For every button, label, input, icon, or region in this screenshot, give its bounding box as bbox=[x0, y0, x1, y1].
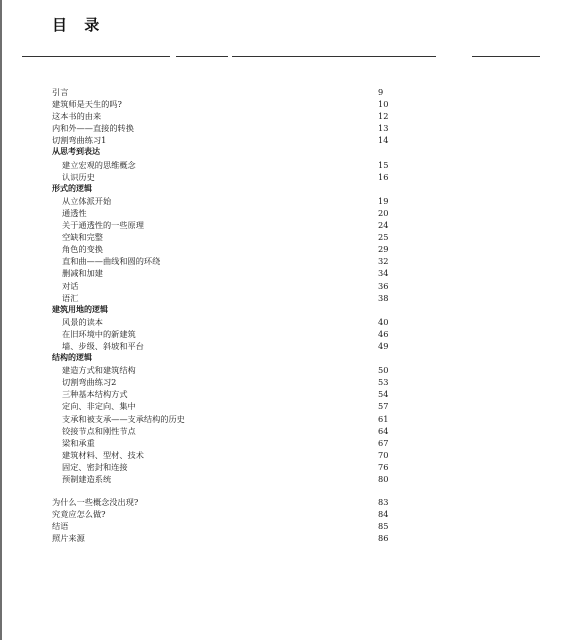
toc-page-number: 19 bbox=[378, 195, 389, 206]
toc-entry[interactable] bbox=[52, 316, 392, 328]
toc-entry[interactable] bbox=[52, 461, 392, 473]
toc-entry-title: 直和曲——曲线和圆的环绕 bbox=[62, 256, 161, 267]
toc-page-number: 14 bbox=[378, 135, 389, 146]
toc-entry-title: 空缺和完整 bbox=[62, 232, 103, 243]
toc-entry[interactable] bbox=[52, 340, 392, 352]
toc-page-number: 76 bbox=[378, 461, 389, 472]
toc-page-number: 54 bbox=[378, 389, 389, 400]
toc-entry-title: 墙、步级、斜坡和平台 bbox=[62, 340, 144, 351]
toc-entry-title: 定向、非定向、集中 bbox=[62, 401, 136, 412]
toc-page-number: 10 bbox=[378, 99, 389, 110]
toc-entry[interactable] bbox=[52, 243, 392, 255]
page-edge bbox=[0, 0, 2, 640]
toc-page-number: 49 bbox=[378, 340, 389, 351]
toc-entry[interactable] bbox=[52, 292, 392, 304]
toc-page-number: 57 bbox=[378, 401, 389, 412]
table-of-contents bbox=[52, 86, 392, 544]
toc-entry[interactable] bbox=[52, 425, 392, 437]
toc-section-heading[interactable] bbox=[52, 304, 392, 316]
toc-entry-title: 内和外——直接的转换 bbox=[52, 123, 134, 134]
toc-page-number: 29 bbox=[378, 244, 389, 255]
rule-gap bbox=[436, 54, 472, 58]
toc-entry-title: 删减和加建 bbox=[62, 268, 103, 279]
toc-entry-title: 切割弯曲练习1 bbox=[52, 135, 107, 146]
toc-entry-title: 建立宏观的思维概念 bbox=[62, 159, 136, 170]
toc-entry[interactable] bbox=[52, 473, 392, 485]
toc-page-number: 64 bbox=[378, 425, 389, 436]
toc-page-number: 50 bbox=[378, 365, 389, 376]
toc-page-number: 38 bbox=[378, 292, 389, 303]
toc-entry-title: 究竟应怎么做? bbox=[52, 509, 106, 520]
toc-entry-title: 从立体派开始 bbox=[62, 195, 112, 206]
toc-entry[interactable] bbox=[52, 496, 392, 508]
toc-entry[interactable] bbox=[52, 110, 392, 122]
toc-page-number: 83 bbox=[378, 497, 389, 508]
toc-entry-title: 切割弯曲练习2 bbox=[62, 377, 117, 388]
toc-entry[interactable] bbox=[52, 171, 392, 183]
toc-entry-title: 预制建造系统 bbox=[62, 474, 112, 484]
toc-entry-title: 这本书的由来 bbox=[52, 111, 102, 122]
toc-page-number: 24 bbox=[378, 220, 389, 231]
toc-entry[interactable] bbox=[52, 134, 392, 146]
toc-section-heading[interactable] bbox=[52, 352, 392, 364]
toc-page-number: 70 bbox=[378, 449, 389, 460]
toc-entry-title: 从思考到表达 bbox=[52, 147, 100, 157]
toc-entry[interactable] bbox=[52, 280, 392, 292]
rule-gap bbox=[228, 54, 232, 58]
toc-entry[interactable] bbox=[52, 207, 392, 219]
toc-entry[interactable] bbox=[52, 437, 392, 449]
toc-entry-title: 梁和承重 bbox=[62, 437, 95, 448]
rule-gap bbox=[170, 54, 176, 58]
toc-entry-title: 三种基本结构方式 bbox=[62, 389, 128, 400]
toc-entry[interactable] bbox=[52, 159, 392, 171]
toc-page-number: 86 bbox=[378, 533, 389, 544]
toc-page-number: 34 bbox=[378, 268, 389, 279]
toc-entry[interactable] bbox=[52, 388, 392, 400]
toc-entry-title: 建筑用地的逻辑 bbox=[52, 304, 108, 314]
toc-page-number: 16 bbox=[378, 171, 389, 182]
toc-entry-title: 通透性 bbox=[62, 207, 87, 218]
toc-entry-title: 固定、密封和连接 bbox=[62, 461, 128, 472]
toc-page-number: 84 bbox=[378, 509, 389, 520]
toc-entry-title: 角色的变换 bbox=[62, 244, 103, 255]
toc-page-number: 80 bbox=[378, 474, 389, 484]
toc-page-number: 67 bbox=[378, 437, 389, 448]
toc-page-number: 53 bbox=[378, 377, 389, 388]
toc-entry[interactable] bbox=[52, 219, 392, 231]
toc-entry-title: 建筑材料、型材、技术 bbox=[62, 449, 144, 460]
toc-page-number: 36 bbox=[378, 280, 389, 291]
toc-page-number: 13 bbox=[378, 123, 389, 134]
toc-entry[interactable] bbox=[52, 328, 392, 340]
toc-entry-title: 关于通透性的一些原理 bbox=[62, 220, 144, 231]
toc-entry-title: 认识历史 bbox=[62, 171, 95, 182]
toc-entry-title: 建造方式和建筑结构 bbox=[62, 365, 136, 376]
toc-entry-title: 对话 bbox=[62, 280, 79, 291]
toc-entry-title: 形式的逻辑 bbox=[52, 183, 92, 193]
toc-section-heading[interactable] bbox=[52, 146, 392, 158]
toc-section-heading[interactable] bbox=[52, 183, 392, 195]
toc-page-number: 40 bbox=[378, 316, 389, 327]
toc-entry-title: 铰接节点和刚性节点 bbox=[62, 425, 136, 436]
toc-page-number: 32 bbox=[378, 256, 389, 267]
toc-entry[interactable] bbox=[52, 400, 392, 412]
toc-page-number: 61 bbox=[378, 413, 389, 424]
toc-entry-title: 结构的逻辑 bbox=[52, 353, 92, 363]
toc-entry-title: 风景的读本 bbox=[62, 316, 103, 327]
toc-entry[interactable] bbox=[52, 231, 392, 243]
toc-entry-title: 照片来源 bbox=[52, 533, 85, 544]
toc-entry[interactable] bbox=[52, 122, 392, 134]
toc-page-number: 25 bbox=[378, 232, 389, 243]
toc-entry[interactable] bbox=[52, 376, 392, 388]
toc-entry[interactable] bbox=[52, 86, 392, 98]
page-title: 目 录 bbox=[52, 16, 106, 34]
toc-page-number: 15 bbox=[378, 159, 389, 170]
toc-entry[interactable] bbox=[52, 364, 392, 376]
toc-entry-title: 在旧环境中的新建筑 bbox=[62, 328, 136, 339]
toc-page-number: 9 bbox=[378, 87, 384, 97]
toc-page-number: 20 bbox=[378, 207, 389, 218]
toc-entry[interactable] bbox=[52, 195, 392, 207]
toc-entry[interactable] bbox=[52, 520, 392, 532]
toc-entry[interactable] bbox=[52, 508, 392, 520]
toc-entry-title: 结语 bbox=[52, 521, 69, 532]
toc-page-number: 12 bbox=[378, 111, 389, 122]
toc-entry[interactable] bbox=[52, 449, 392, 461]
toc-entry[interactable] bbox=[52, 98, 392, 110]
toc-entry-title: 建筑师是天生的吗? bbox=[52, 99, 122, 110]
toc-entry[interactable] bbox=[52, 413, 392, 425]
toc-spacer bbox=[52, 485, 392, 496]
toc-entry-title: 引言 bbox=[52, 87, 69, 97]
toc-page-number: 46 bbox=[378, 328, 389, 339]
toc-page-number: 85 bbox=[378, 521, 389, 532]
toc-entry-title: 为什么一些概念没出现? bbox=[52, 497, 139, 508]
toc-entry[interactable] bbox=[52, 255, 392, 267]
toc-entry-title: 语汇 bbox=[62, 292, 79, 303]
toc-entry[interactable] bbox=[52, 532, 392, 544]
toc-entry-title: 支承和被支承——支承结构的历史 bbox=[62, 413, 185, 424]
toc-entry[interactable] bbox=[52, 267, 392, 279]
